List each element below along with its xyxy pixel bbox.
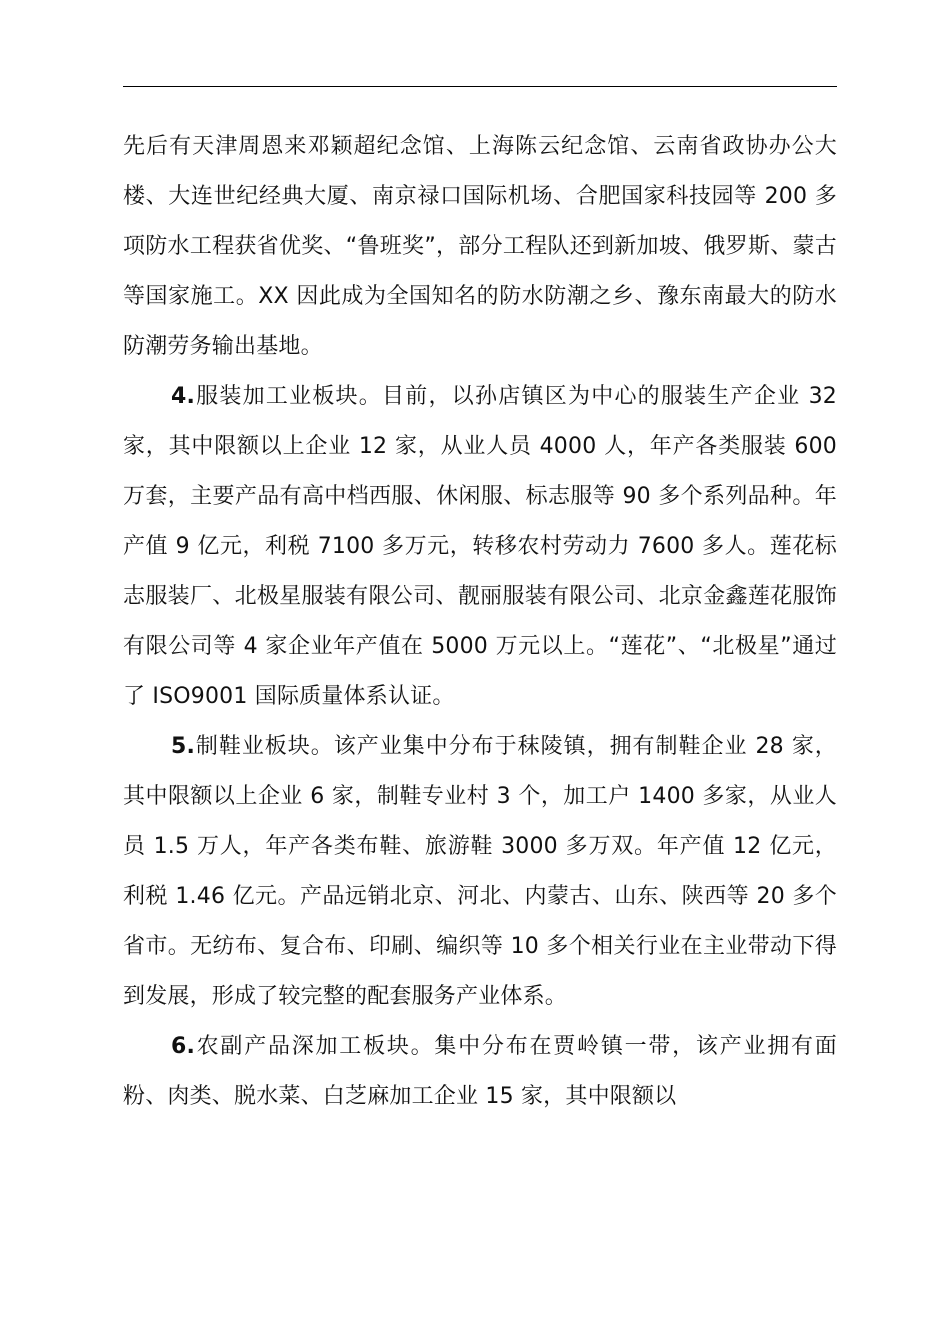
section-number: 6. (171, 1034, 196, 1059)
paragraph-shoemaking-industry (123, 722, 837, 1022)
paragraph-continuation (123, 122, 837, 372)
paragraph-text: 先后有天津周恩来邓颖超纪念馆、上海陈云纪念馆、云南省政协办公大楼、大连世纪经典大厦、南京禄口国际机场、合肥国家科技园等 200 多项防水工程获省优奖、“鲁班奖”，部分工程队还到新加坡、俄罗斯、蒙古等国家施工。XX 因此成为全国知名的防水防潮之乡、豫东南最大的防水防潮劳务输出基地。 (123, 134, 837, 359)
paragraph-agri-processing (123, 1022, 837, 1122)
section-number: 4. (171, 384, 196, 409)
paragraph-text: 制鞋业板块。该产业集中分布于秣陵镇，拥有制鞋企业 28 家，其中限额以上企业 6 家，制鞋专业村 3 个，加工户 1400 多家，从业人员 1.5 万人，年产各类布鞋、旅游鞋 3000 多万双。年产值 12 亿元，利税 1.46 亿元。产品远销北京、河北、内蒙古、山东、陕西等 20 多个省市。无纺布、复合布、印刷、编织等 10 多个相关行业在主业带动下得到发展，形成了较完整的配套服务产业体系。 (123, 734, 837, 1009)
paragraph-text: 农副产品深加工板块。集中分布在贾岭镇一带，该产业拥有面粉、肉类、脱水菜、白芝麻加工企业 15 家，其中限额以 (123, 1034, 837, 1109)
paragraph-garment-industry (123, 372, 837, 722)
paragraph-text: 服装加工业板块。目前，以孙店镇区为中心的服装生产企业 32 家，其中限额以上企业 12 家，从业人员 4000 人，年产各类服装 600 万套，主要产品有高中档西服、休闲服、标志服等 90 多个系列品种。年产值 9 亿元，利税 7100 多万元，转移农村劳动力 7600 多人。莲花标志服装厂、北极星服装有限公司、靓丽服装有限公司、北京金鑫莲花服饰有限公司等 4 家企业年产值在 5000 万元以上。“莲花”、“北极星”通过了 ISO9001 国际质量体系认证。 (123, 384, 837, 709)
header-rule (123, 86, 837, 87)
section-number: 5. (171, 734, 196, 759)
document-body (123, 122, 837, 1122)
